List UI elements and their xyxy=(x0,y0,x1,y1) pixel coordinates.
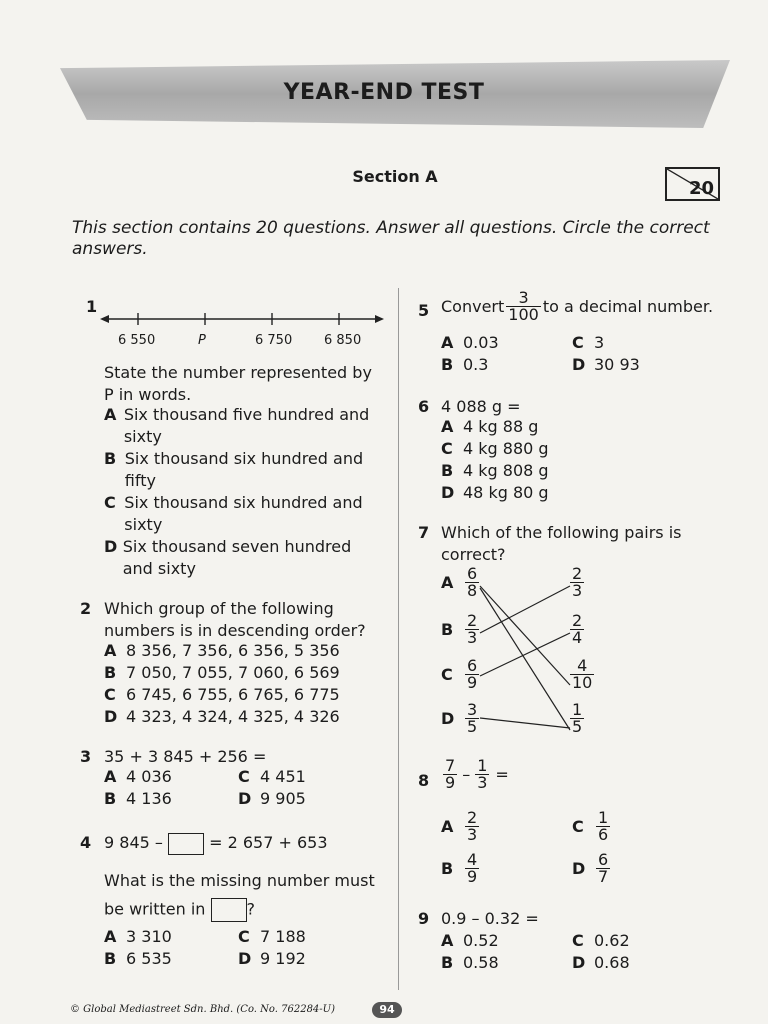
option-letter: D xyxy=(441,483,455,502)
q4-option-d[interactable] xyxy=(238,948,306,970)
q4-equation xyxy=(104,832,328,855)
score-total: 20 xyxy=(688,178,714,199)
q2-option-b[interactable] xyxy=(104,662,340,684)
numerator: 4 xyxy=(467,850,478,869)
q6-question: 4 088 g = xyxy=(441,397,521,416)
q7-left-d[interactable] xyxy=(441,702,481,735)
q9-option-a[interactable] xyxy=(441,930,499,952)
option-letter: D xyxy=(104,707,118,726)
q4-question-mark: ? xyxy=(246,899,255,919)
numerator: 6 xyxy=(598,850,609,869)
q4-question-line1: What is the missing number must xyxy=(104,871,375,890)
option-text: 4 kg 88 g xyxy=(463,417,539,436)
option-text: 4 kg 880 g xyxy=(463,439,549,458)
page-title: YEAR-END TEST xyxy=(283,80,485,105)
option-text: 0.03 xyxy=(463,333,499,352)
fraction xyxy=(475,758,489,791)
option-letter: B xyxy=(441,461,454,480)
denominator: 9 xyxy=(467,673,478,692)
q5-number: 5 xyxy=(418,301,430,320)
q7-right-4 xyxy=(568,702,586,735)
option-text: 4 136 xyxy=(126,789,172,808)
option-letter: D xyxy=(572,355,586,374)
q1-number-line xyxy=(100,308,385,330)
option-letter: D xyxy=(238,949,252,968)
q9-number: 9 xyxy=(418,909,430,928)
q6-option-d[interactable] xyxy=(441,482,549,504)
q5-option-c[interactable] xyxy=(572,332,604,354)
denominator: 3 xyxy=(477,773,488,792)
q7-left-a[interactable] xyxy=(441,566,481,599)
option-letter: A xyxy=(104,927,117,946)
q3-option-b[interactable] xyxy=(104,788,172,810)
option-letter: A xyxy=(441,816,454,836)
option-letter: A xyxy=(441,572,454,592)
denominator: 5 xyxy=(572,717,583,736)
section-title: Section A xyxy=(352,167,438,186)
option-letter: B xyxy=(441,619,454,639)
option-letter: C xyxy=(441,664,453,684)
denominator: 3 xyxy=(572,581,583,600)
q1-number: 1 xyxy=(86,297,98,316)
option-text: 0.68 xyxy=(594,953,630,972)
option-letter: B xyxy=(104,663,117,682)
q9-option-b[interactable] xyxy=(441,952,499,974)
q1-tick-6750: 6 750 xyxy=(255,333,293,348)
option-letter: B xyxy=(104,789,117,808)
option-letter: A xyxy=(104,641,117,660)
equals-sign: = xyxy=(495,764,509,784)
denominator: 8 xyxy=(467,581,478,600)
q2-option-d[interactable] xyxy=(104,706,340,728)
q5-text-pre: Convert xyxy=(441,296,505,316)
q8-option-d[interactable] xyxy=(572,852,612,885)
q6-option-b[interactable] xyxy=(441,460,549,482)
q5-text-post: to a decimal number. xyxy=(542,296,714,316)
denominator: 10 xyxy=(572,673,593,692)
option-text: 9 905 xyxy=(260,789,306,808)
q1-question: State the number represented by P in words. xyxy=(104,363,372,404)
option-letter: D xyxy=(572,953,586,972)
q5-question xyxy=(441,290,713,323)
option-text: 3 310 xyxy=(126,927,172,946)
numerator: 3 xyxy=(506,290,541,307)
q8-number: 8 xyxy=(418,771,430,790)
option-text: 9 192 xyxy=(260,949,306,968)
denominator: 100 xyxy=(508,305,539,324)
option-text: 0.62 xyxy=(594,931,630,950)
q8-option-c[interactable] xyxy=(572,810,612,843)
q4-text: be written in xyxy=(104,899,206,919)
option-letter: D xyxy=(572,858,586,878)
option-text: 4 451 xyxy=(260,767,306,786)
denominator: 3 xyxy=(467,628,478,647)
q9-option-d[interactable] xyxy=(572,952,630,974)
q1-option-c[interactable] xyxy=(104,492,384,536)
option-text: Six thousand seven hundred and sixty xyxy=(122,537,352,578)
option-letter: C xyxy=(104,685,116,704)
q8-question xyxy=(441,758,509,791)
option-letter: B xyxy=(104,449,117,468)
page-number: 94 xyxy=(372,1002,402,1018)
q8-option-a[interactable] xyxy=(441,810,481,843)
option-letter: B xyxy=(441,953,454,972)
q4-equation-left: 9 845 – xyxy=(104,833,163,852)
answer-box xyxy=(211,898,247,922)
q7-left-c[interactable] xyxy=(441,658,481,691)
option-letter: A xyxy=(104,767,117,786)
option-text: 6 745, 6 755, 6 765, 6 775 xyxy=(126,685,340,704)
option-text: 0.52 xyxy=(463,931,499,950)
option-text: Six thousand six hundred and sixty xyxy=(124,493,363,534)
numerator: 2 xyxy=(467,808,478,827)
q4-option-b[interactable] xyxy=(104,948,172,970)
score-box xyxy=(665,167,720,201)
option-text: 7 188 xyxy=(260,927,306,946)
q1-option-b[interactable] xyxy=(104,448,384,492)
fraction xyxy=(465,810,479,843)
q9-question: 0.9 – 0.32 = xyxy=(441,909,539,928)
option-letter: B xyxy=(441,355,454,374)
option-text: 6 535 xyxy=(126,949,172,968)
numerator: 3 xyxy=(467,700,478,719)
option-letter: C xyxy=(238,927,250,946)
denominator: 9 xyxy=(445,773,456,792)
q1-option-a[interactable] xyxy=(104,404,384,448)
option-letter: C xyxy=(572,333,584,352)
q7-left-b[interactable] xyxy=(441,613,481,646)
option-letter: A xyxy=(441,931,454,950)
option-letter: A xyxy=(441,333,454,352)
option-letter: C xyxy=(572,931,584,950)
option-text: Six thousand six hundred and fifty xyxy=(124,449,364,490)
denominator: 4 xyxy=(572,628,583,647)
option-letter: A xyxy=(441,417,454,436)
numerator: 2 xyxy=(467,611,478,630)
q4-option-c[interactable] xyxy=(238,926,306,948)
q4-question-line2 xyxy=(104,898,255,922)
q5-fraction xyxy=(506,290,541,323)
minus-sign: – xyxy=(462,764,471,784)
fraction xyxy=(465,702,479,735)
answer-box[interactable] xyxy=(168,833,204,855)
numerator: 1 xyxy=(598,808,609,827)
fraction xyxy=(465,613,479,646)
q6-option-a[interactable] xyxy=(441,416,538,438)
option-text: 0.3 xyxy=(463,355,489,374)
q2-number: 2 xyxy=(80,599,92,618)
fraction xyxy=(465,658,479,691)
option-text: 48 kg 80 g xyxy=(463,483,549,502)
q7-right-2 xyxy=(568,613,586,646)
option-letter: C xyxy=(572,816,584,836)
q1-tick-p: P xyxy=(198,333,206,348)
option-text: 7 050, 7 055, 7 060, 6 569 xyxy=(126,663,340,682)
numerator: 6 xyxy=(467,564,478,583)
numerator: 1 xyxy=(477,756,488,775)
denominator: 7 xyxy=(598,867,609,886)
option-letter: C xyxy=(441,439,453,458)
q6-number: 6 xyxy=(418,397,430,416)
q7-matching-lines xyxy=(478,568,578,732)
option-text: 4 323, 4 324, 4 325, 4 326 xyxy=(126,707,340,726)
q2-option-c[interactable] xyxy=(104,684,340,706)
option-text: 30 93 xyxy=(594,355,640,374)
q3-option-d[interactable] xyxy=(238,788,306,810)
numerator: 1 xyxy=(572,700,583,719)
denominator: 6 xyxy=(598,825,609,844)
copyright: © Global Mediastreet Sdn. Bhd. (Co. No. 762284-U) xyxy=(70,1004,335,1015)
option-text: Six thousand five hundred and sixty xyxy=(123,405,370,446)
option-text: 4 kg 808 g xyxy=(463,461,549,480)
fraction xyxy=(596,810,610,843)
q3-option-c[interactable] xyxy=(238,766,306,788)
q7-right-3 xyxy=(568,658,596,691)
q4-equation-right: = 2 657 + 653 xyxy=(209,833,328,852)
option-letter: B xyxy=(441,858,454,878)
option-letter: C xyxy=(104,493,116,512)
q7-number: 7 xyxy=(418,523,430,542)
q1-option-d[interactable] xyxy=(104,536,384,580)
numerator: 2 xyxy=(572,564,583,583)
option-text: 4 036 xyxy=(126,767,172,786)
numerator: 7 xyxy=(445,756,456,775)
q5-option-b[interactable] xyxy=(441,354,488,376)
option-letter: D xyxy=(104,537,118,556)
q7-right-1 xyxy=(568,566,586,599)
instructions: This section contains 20 questions. Answer all questions. Circle the correct answers. xyxy=(72,218,710,259)
q3-number: 3 xyxy=(80,747,92,766)
q1-tick-6850: 6 850 xyxy=(324,333,362,348)
q4-option-a[interactable] xyxy=(104,926,172,948)
q5-option-a[interactable] xyxy=(441,332,499,354)
q8-option-b[interactable] xyxy=(441,852,481,885)
fraction xyxy=(443,758,457,791)
numerator: 6 xyxy=(467,656,478,675)
fraction xyxy=(465,852,479,885)
denominator: 3 xyxy=(467,825,478,844)
q2-option-a[interactable] xyxy=(104,640,340,662)
q7-question: Which of the following pairs is correct? xyxy=(441,523,682,564)
fraction xyxy=(596,852,610,885)
q3-option-a[interactable] xyxy=(104,766,172,788)
option-letter: D xyxy=(238,789,252,808)
option-letter: A xyxy=(104,405,117,424)
q3-question: 35 + 3 845 + 256 = xyxy=(104,747,267,766)
numerator: 2 xyxy=(572,611,583,630)
column-divider xyxy=(398,288,399,990)
option-text: 0.58 xyxy=(463,953,499,972)
option-text: 8 356, 7 356, 6 356, 5 356 xyxy=(126,641,340,660)
q4-number: 4 xyxy=(80,833,92,852)
fraction xyxy=(465,566,479,599)
q1-tick-6550: 6 550 xyxy=(118,333,156,348)
q5-option-d[interactable] xyxy=(572,354,640,376)
denominator: 5 xyxy=(467,717,478,736)
q6-option-c[interactable] xyxy=(441,438,549,460)
numerator: 4 xyxy=(570,658,594,675)
q9-option-c[interactable] xyxy=(572,930,630,952)
option-letter: D xyxy=(441,708,455,728)
option-letter: C xyxy=(238,767,250,786)
option-text: 3 xyxy=(594,333,605,352)
denominator: 9 xyxy=(467,867,478,886)
option-letter: B xyxy=(104,949,117,968)
q2-question: Which group of the following numbers is in descending order? xyxy=(104,599,366,640)
